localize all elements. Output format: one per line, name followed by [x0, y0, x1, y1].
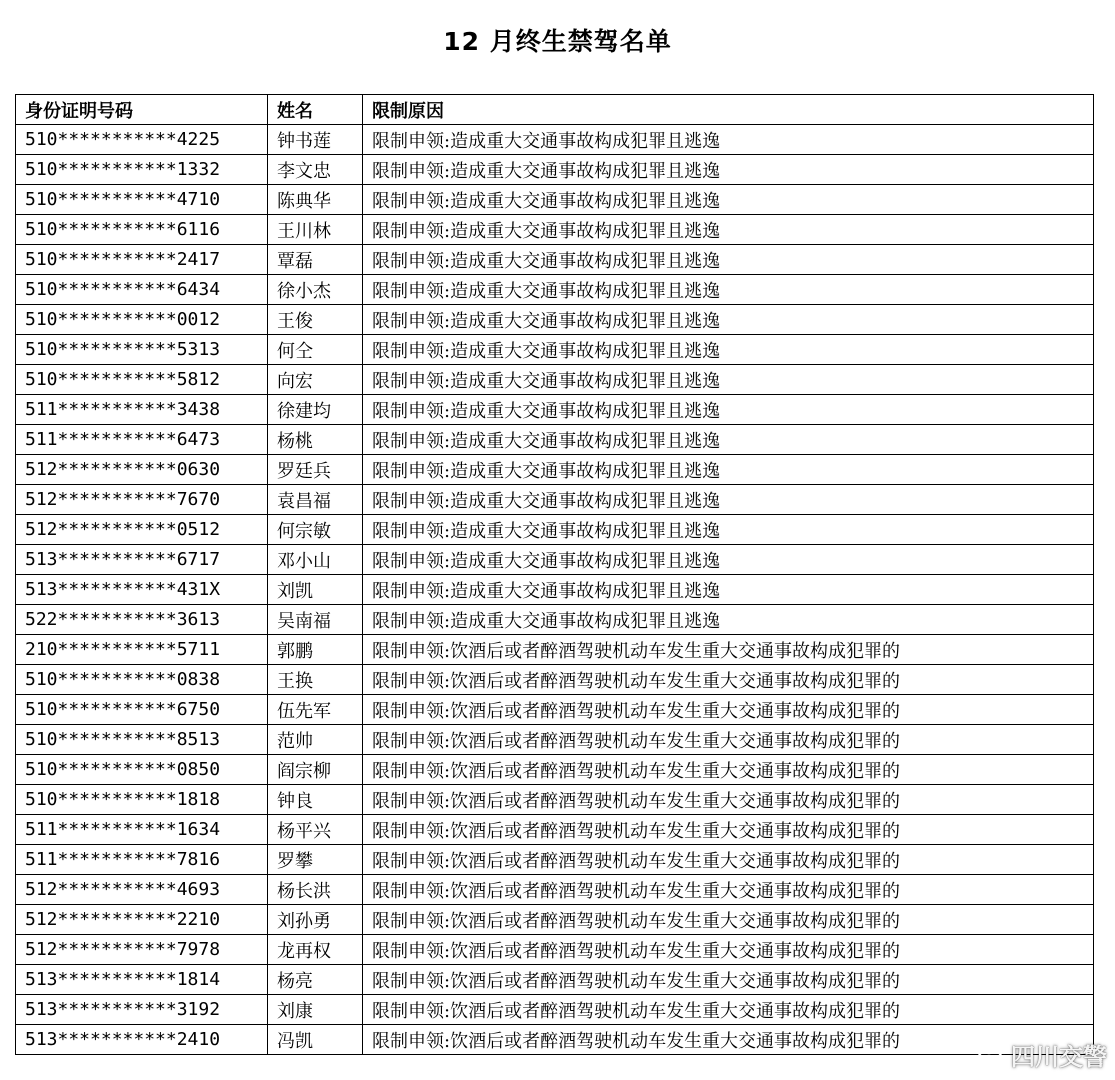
reason-cell: 限制申领:造成重大交通事故构成犯罪且逃逸	[363, 485, 1094, 515]
id-number-cell: 510***********6750	[16, 695, 268, 725]
table-row	[16, 245, 1094, 275]
watermark	[977, 1037, 1107, 1072]
table-row	[16, 215, 1094, 245]
id-number-cell: 510***********0012	[16, 305, 268, 335]
name-cell: 王换	[268, 665, 363, 695]
table-row	[16, 1025, 1094, 1055]
id-number-cell: 513***********431X	[16, 575, 268, 605]
name-cell: 罗廷兵	[268, 455, 363, 485]
reason-cell: 限制申领:造成重大交通事故构成犯罪且逃逸	[363, 545, 1094, 575]
reason-cell: 限制申领:饮酒后或者醉酒驾驶机动车发生重大交通事故构成犯罪的	[363, 725, 1094, 755]
name-cell: 刘康	[268, 995, 363, 1025]
name-cell: 陈典华	[268, 185, 363, 215]
name-cell: 王川林	[268, 215, 363, 245]
reason-cell: 限制申领:饮酒后或者醉酒驾驶机动车发生重大交通事故构成犯罪的	[363, 635, 1094, 665]
reason-cell: 限制申领:造成重大交通事故构成犯罪且逃逸	[363, 605, 1094, 635]
reason-cell: 限制申领:造成重大交通事故构成犯罪且逃逸	[363, 425, 1094, 455]
weibo-icon	[977, 1042, 1007, 1068]
table-row	[16, 935, 1094, 965]
table-row	[16, 815, 1094, 845]
id-number-cell: 510***********1332	[16, 155, 268, 185]
table-row	[16, 185, 1094, 215]
reason-cell: 限制申领:造成重大交通事故构成犯罪且逃逸	[363, 335, 1094, 365]
name-cell: 杨平兴	[268, 815, 363, 845]
reason-cell: 限制申领:造成重大交通事故构成犯罪且逃逸	[363, 305, 1094, 335]
name-cell: 刘孙勇	[268, 905, 363, 935]
name-cell: 范帅	[268, 725, 363, 755]
reason-cell: 限制申领:饮酒后或者醉酒驾驶机动车发生重大交通事故构成犯罪的	[363, 995, 1094, 1025]
id-number-cell: 510***********5313	[16, 335, 268, 365]
reason-cell: 限制申领:造成重大交通事故构成犯罪且逃逸	[363, 515, 1094, 545]
id-number-cell: 510***********4225	[16, 125, 268, 155]
table-row	[16, 755, 1094, 785]
table-row	[16, 425, 1094, 455]
table-row	[16, 845, 1094, 875]
reason-cell: 限制申领:饮酒后或者醉酒驾驶机动车发生重大交通事故构成犯罪的	[363, 845, 1094, 875]
reason-cell: 限制申领:造成重大交通事故构成犯罪且逃逸	[363, 155, 1094, 185]
id-number-cell: 510***********6434	[16, 275, 268, 305]
table-row	[16, 695, 1094, 725]
table-body	[16, 125, 1094, 1055]
id-number-cell: 512***********0630	[16, 455, 268, 485]
reason-cell: 限制申领:饮酒后或者醉酒驾驶机动车发生重大交通事故构成犯罪的	[363, 815, 1094, 845]
reason-cell: 限制申领:饮酒后或者醉酒驾驶机动车发生重大交通事故构成犯罪的	[363, 755, 1094, 785]
reason-cell: 限制申领:饮酒后或者醉酒驾驶机动车发生重大交通事故构成犯罪的	[363, 665, 1094, 695]
table-row	[16, 725, 1094, 755]
reason-cell: 限制申领:造成重大交通事故构成犯罪且逃逸	[363, 275, 1094, 305]
table-row	[16, 785, 1094, 815]
ban-list-table	[15, 94, 1094, 1055]
id-number-cell: 513***********6717	[16, 545, 268, 575]
table-row	[16, 995, 1094, 1025]
name-cell: 龙再权	[268, 935, 363, 965]
reason-cell: 限制申领:饮酒后或者醉酒驾驶机动车发生重大交通事故构成犯罪的	[363, 875, 1094, 905]
id-number-cell: 510***********4710	[16, 185, 268, 215]
name-cell: 杨长洪	[268, 875, 363, 905]
id-number-cell: 510***********1818	[16, 785, 268, 815]
name-cell: 覃磊	[268, 245, 363, 275]
id-number-cell: 511***********7816	[16, 845, 268, 875]
name-cell: 向宏	[268, 365, 363, 395]
name-cell: 罗攀	[268, 845, 363, 875]
id-number-cell: 512***********4693	[16, 875, 268, 905]
table-row	[16, 905, 1094, 935]
table-row	[16, 545, 1094, 575]
reason-cell: 限制申领:造成重大交通事故构成犯罪且逃逸	[363, 185, 1094, 215]
name-cell: 徐小杰	[268, 275, 363, 305]
reason-cell: 限制申领:造成重大交通事故构成犯罪且逃逸	[363, 215, 1094, 245]
reason-cell: 限制申领:饮酒后或者醉酒驾驶机动车发生重大交通事故构成犯罪的	[363, 935, 1094, 965]
column-header-name: 姓名	[268, 95, 363, 125]
reason-cell: 限制申领:造成重大交通事故构成犯罪且逃逸	[363, 395, 1094, 425]
id-number-cell: 512***********2210	[16, 905, 268, 935]
table-row	[16, 875, 1094, 905]
name-cell: 袁昌福	[268, 485, 363, 515]
reason-cell: 限制申领:造成重大交通事故构成犯罪且逃逸	[363, 245, 1094, 275]
reason-cell: 限制申领:造成重大交通事故构成犯罪且逃逸	[363, 575, 1094, 605]
id-number-cell: 513***********2410	[16, 1025, 268, 1055]
table-row	[16, 665, 1094, 695]
table-row	[16, 455, 1094, 485]
column-header-reason: 限制原因	[363, 95, 1094, 125]
id-number-cell: 511***********3438	[16, 395, 268, 425]
name-cell: 何仝	[268, 335, 363, 365]
table-header-row	[16, 95, 1094, 125]
id-number-cell: 512***********7978	[16, 935, 268, 965]
reason-cell: 限制申领:造成重大交通事故构成犯罪且逃逸	[363, 125, 1094, 155]
reason-cell: 限制申领:饮酒后或者醉酒驾驶机动车发生重大交通事故构成犯罪的	[363, 1025, 1094, 1055]
name-cell: 刘凯	[268, 575, 363, 605]
name-cell: 杨桃	[268, 425, 363, 455]
id-number-cell: 511***********1634	[16, 815, 268, 845]
name-cell: 邓小山	[268, 545, 363, 575]
table-row	[16, 575, 1094, 605]
id-number-cell: 210***********5711	[16, 635, 268, 665]
id-number-cell: 510***********6116	[16, 215, 268, 245]
table-row	[16, 365, 1094, 395]
name-cell: 阎宗柳	[268, 755, 363, 785]
name-cell: 何宗敏	[268, 515, 363, 545]
id-number-cell: 512***********0512	[16, 515, 268, 545]
table-row	[16, 395, 1094, 425]
id-number-cell: 522***********3613	[16, 605, 268, 635]
table-row	[16, 305, 1094, 335]
reason-cell: 限制申领:饮酒后或者醉酒驾驶机动车发生重大交通事故构成犯罪的	[363, 695, 1094, 725]
id-number-cell: 512***********7670	[16, 485, 268, 515]
table-row	[16, 125, 1094, 155]
name-cell: 徐建均	[268, 395, 363, 425]
id-number-cell: 513***********3192	[16, 995, 268, 1025]
reason-cell: 限制申领:饮酒后或者醉酒驾驶机动车发生重大交通事故构成犯罪的	[363, 785, 1094, 815]
reason-cell: 限制申领:饮酒后或者醉酒驾驶机动车发生重大交通事故构成犯罪的	[363, 965, 1094, 995]
table-row	[16, 485, 1094, 515]
id-number-cell: 510***********2417	[16, 245, 268, 275]
table-row	[16, 335, 1094, 365]
watermark-text: 四川交警	[1011, 1043, 1107, 1071]
name-cell: 王俊	[268, 305, 363, 335]
name-cell: 郭鹏	[268, 635, 363, 665]
name-cell: 李文忠	[268, 155, 363, 185]
table-row	[16, 965, 1094, 995]
name-cell: 杨亮	[268, 965, 363, 995]
id-number-cell: 510***********8513	[16, 725, 268, 755]
table-row	[16, 635, 1094, 665]
table-row	[16, 605, 1094, 635]
reason-cell: 限制申领:造成重大交通事故构成犯罪且逃逸	[363, 455, 1094, 485]
table-row	[16, 275, 1094, 305]
table-row	[16, 155, 1094, 185]
name-cell: 钟书莲	[268, 125, 363, 155]
reason-cell: 限制申领:造成重大交通事故构成犯罪且逃逸	[363, 365, 1094, 395]
id-number-cell: 510***********0838	[16, 665, 268, 695]
table-row	[16, 515, 1094, 545]
id-number-cell: 510***********0850	[16, 755, 268, 785]
name-cell: 钟良	[268, 785, 363, 815]
column-header-id: 身份证明号码	[16, 95, 268, 125]
name-cell: 伍先军	[268, 695, 363, 725]
name-cell: 吴南福	[268, 605, 363, 635]
id-number-cell: 513***********1814	[16, 965, 268, 995]
id-number-cell: 510***********5812	[16, 365, 268, 395]
reason-cell: 限制申领:饮酒后或者醉酒驾驶机动车发生重大交通事故构成犯罪的	[363, 905, 1094, 935]
name-cell: 冯凯	[268, 1025, 363, 1055]
id-number-cell: 511***********6473	[16, 425, 268, 455]
document-title: 12 月终生禁驾名单	[443, 27, 672, 56]
